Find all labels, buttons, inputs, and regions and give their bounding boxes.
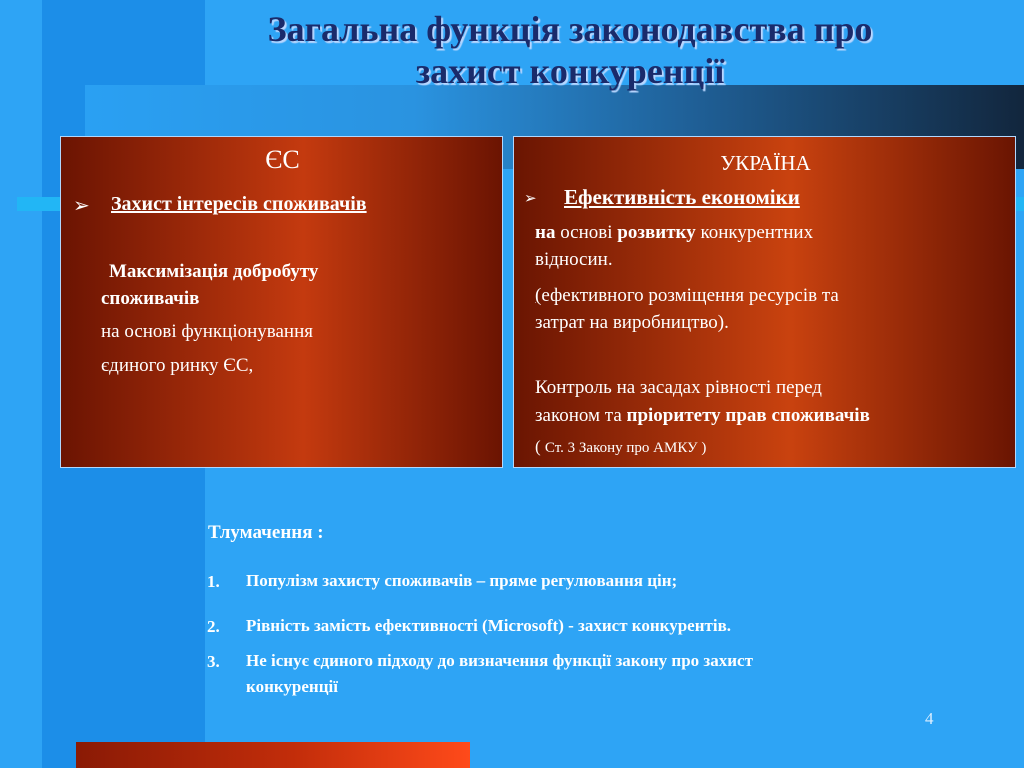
eu-bullet-arrow-icon: ➢ bbox=[73, 195, 90, 217]
ukraine-development-rozvytku: розвитку bbox=[617, 222, 696, 243]
slide-title-line2: захист конкуренції bbox=[415, 51, 725, 91]
ukraine-development-line2: відносин. bbox=[535, 249, 613, 270]
ukraine-panel-header: УКРАЇНА bbox=[720, 151, 811, 175]
eu-basis-text: на основі функціонування bbox=[101, 321, 314, 342]
eu-panel bbox=[60, 136, 503, 468]
slide-title bbox=[150, 8, 990, 92]
ukraine-bullet-efficiency: Ефективність економіки bbox=[564, 185, 800, 209]
eu-market-text: єдиного ринку ЄС, bbox=[101, 355, 254, 376]
explanation-item-1-number: 1. bbox=[207, 572, 220, 591]
ukraine-panel bbox=[513, 136, 1016, 468]
explanation-item-3-line2: конкуренції bbox=[246, 677, 338, 696]
explanation-item-3-line1: Не існує єдиного підходу до визначення функції закону про захист bbox=[246, 651, 753, 670]
ukraine-development-line1 bbox=[535, 222, 813, 244]
eu-maximization-line1: Максимізація добробуту bbox=[109, 261, 319, 282]
ukraine-allocation-line2: затрат на виробництво). bbox=[535, 312, 729, 333]
ukraine-development-rest: конкурентних bbox=[695, 222, 814, 243]
eu-panel-header: ЄС bbox=[265, 145, 300, 174]
ukraine-control-text: законом та bbox=[535, 405, 627, 426]
ukraine-development-na: на bbox=[535, 222, 556, 243]
eu-maximization-line2: споживачів bbox=[101, 288, 200, 309]
ukraine-control-line2 bbox=[535, 405, 870, 427]
ukraine-development-osnovi: основі bbox=[555, 222, 618, 243]
explanation-item-1: Популізм захисту споживачів – пряме регулювання цін; bbox=[246, 571, 678, 590]
ukraine-law-reference-paren: ( bbox=[535, 437, 545, 456]
ukraine-bullet-arrow-icon: ➢ bbox=[524, 191, 537, 207]
ukraine-control-line1: Контроль на засадах рівності перед bbox=[535, 377, 822, 398]
explanation-item-2: Рівність замість ефективності (Microsoft) - захист конкурентів. bbox=[246, 616, 732, 635]
slide-title-line1: Загальна функція законодавства про bbox=[267, 9, 873, 49]
page-number: 4 bbox=[925, 709, 934, 728]
eu-bullet-consumer-protection: Захист інтересів споживачів bbox=[111, 193, 367, 215]
explanation-item-3-number: 3. bbox=[207, 652, 220, 671]
explanation-heading: Тлумачення : bbox=[208, 522, 324, 543]
ukraine-allocation-text: ефективного розміщення ресурсів та bbox=[541, 285, 839, 306]
explanation-item-2-number: 2. bbox=[207, 617, 220, 636]
ukraine-allocation-paren: ( bbox=[535, 285, 542, 306]
ukraine-law-reference-text: Ст. 3 Закону про АМКУ ) bbox=[544, 440, 707, 456]
decorative-bottom-bar bbox=[76, 742, 470, 768]
ukraine-control-priority: пріоритету прав споживачів bbox=[626, 405, 870, 426]
ukraine-law-reference bbox=[535, 437, 706, 457]
ukraine-allocation-line1 bbox=[535, 285, 839, 307]
decorative-left-tab bbox=[17, 197, 60, 211]
